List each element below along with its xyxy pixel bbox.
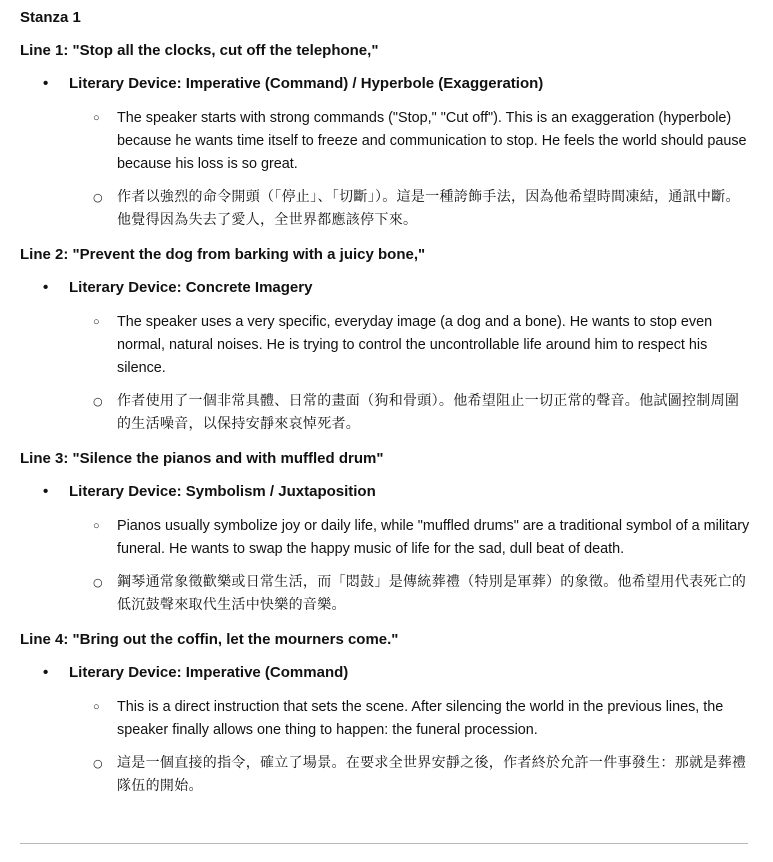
line-heading: Line 3: "Silence the pianos and with muffled drum" [20, 450, 384, 467]
circle-bullet-icon: ○ [93, 395, 103, 408]
explanation-text: The speaker starts with strong commands ("Stop," "Cut off"). This is an exaggeration (hyperbole) because he wants time itself to freeze and communication to stop. He feels the world should pause because his loss is so great. [117, 110, 747, 172]
explanation-chinese [20, 571, 750, 617]
circle-bullet-icon: ○ [93, 701, 100, 713]
explanation-english [20, 311, 750, 380]
literary-device-label: Literary Device: Imperative (Command) [69, 664, 349, 681]
circle-bullet-icon: ○ [93, 757, 103, 770]
document-body [20, 8, 750, 811]
explanation-english [20, 107, 750, 176]
explanation-chinese [20, 390, 750, 436]
explanation-text: 作者使用了一個非常具體、日常的畫面（狗和骨頭）。他希望阻止一切正常的聲音。他試圖控制周圍的生活噪音，以保持安靜來哀悼死者。 [117, 393, 740, 432]
literary-device [20, 74, 750, 94]
explanation-text: 鋼琴通常象徵歡樂或日常生活，而「悶鼓」是傳統葬禮（特別是軍葬）的象徵。他希望用代表死亡的低沉鼓聲來取代生活中快樂的音樂。 [117, 574, 747, 613]
circle-bullet-icon: ○ [93, 316, 100, 328]
stanza-title: Stanza 1 [20, 9, 81, 26]
bullet-icon: • [43, 483, 49, 500]
circle-bullet-icon: ○ [93, 576, 103, 589]
explanation-chinese [20, 752, 750, 798]
explanation-text: The speaker uses a very specific, everyday image (a dog and a bone). He wants to stop even normal, natural noises. He is trying to control the uncontrollable life around him to respect his silence. [117, 314, 713, 376]
circle-bullet-icon: ○ [93, 191, 103, 204]
line-heading: Line 2: "Prevent the dog from barking with a juicy bone," [20, 246, 426, 263]
explanation-text: 作者以強烈的命令開頭（「停止」、「切斷」）。這是一種誇飾手法，因為他希望時間凍結，通訊中斷。他覺得因為失去了愛人，全世界都應該停下來。 [117, 189, 740, 228]
explanation-text: This is a direct instruction that sets the scene. After silencing the world in the previous lines, the speaker finally allows one thing to happen: the funeral procession. [117, 699, 724, 738]
explanation-chinese [20, 186, 750, 232]
line-heading: Line 4: "Bring out the coffin, let the mourners come." [20, 631, 399, 648]
literary-device-label: Literary Device: Imperative (Command) / Hyperbole (Exaggeration) [69, 75, 544, 92]
circle-bullet-icon: ○ [93, 520, 100, 532]
explanation-text: 這是一個直接的指令，確立了場景。在要求全世界安靜之後，作者終於允許一件事發生：那就是葬禮隊伍的開始。 [117, 755, 747, 794]
literary-device-label: Literary Device: Concrete Imagery [69, 279, 313, 296]
bullet-icon: • [43, 279, 49, 296]
literary-device-label: Literary Device: Symbolism / Juxtaposition [69, 483, 376, 500]
bullet-icon: • [43, 75, 49, 92]
line-heading: Line 1: "Stop all the clocks, cut off the telephone," [20, 42, 379, 59]
literary-device [20, 278, 750, 298]
circle-bullet-icon: ○ [93, 112, 100, 124]
bullet-icon: • [43, 664, 49, 681]
literary-device [20, 482, 750, 502]
explanation-english [20, 696, 750, 742]
explanation-english [20, 515, 750, 561]
explanation-text: Pianos usually symbolize joy or daily life, while "muffled drums" are a traditional symbol of a military funeral. He wants to swap the happy music of life for the sad, dull beat of death. [117, 518, 750, 557]
horizontal-divider [20, 843, 748, 844]
literary-device [20, 663, 750, 683]
